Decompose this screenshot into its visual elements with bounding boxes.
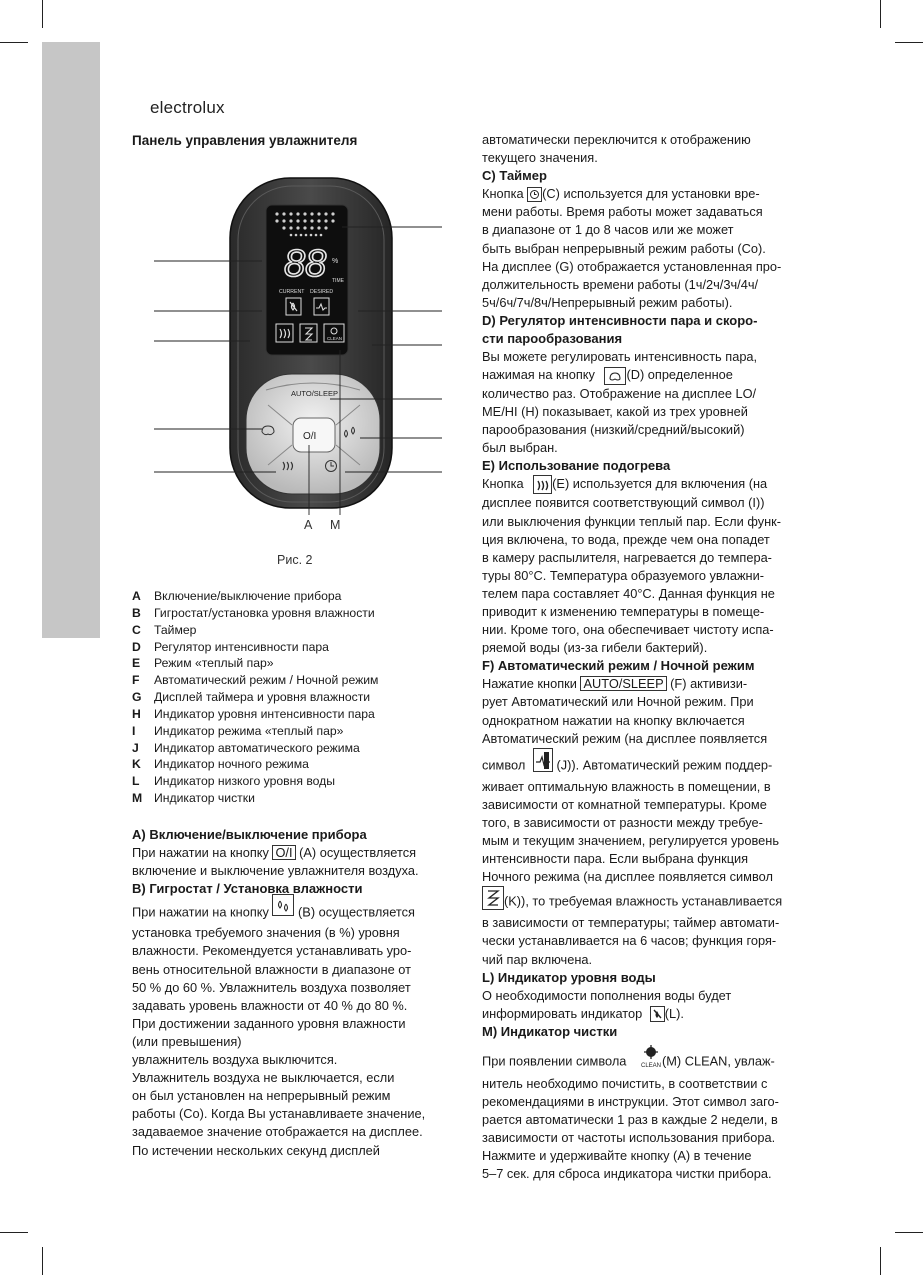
crop-mark bbox=[880, 1247, 881, 1275]
paragraph-line: (или превышения) bbox=[132, 1033, 242, 1049]
paragraph-line: Вы можете регулировать интенсивность пара, bbox=[482, 349, 758, 365]
paragraph-line: нии. Кроме того, она обеспечивает чистоту испа- bbox=[482, 622, 774, 638]
section-l-heading: L) Индикатор уровня воды bbox=[482, 969, 656, 985]
crop-mark bbox=[42, 1247, 43, 1275]
paragraph-line: зависимости от комнатной температуры. Кроме bbox=[482, 796, 767, 812]
paragraph-line: 5ч/6ч/7ч/8ч/Непрерывный режим работы). bbox=[482, 294, 733, 310]
paragraph-line: работы (Co). Когда Вы устанавливаете значение, bbox=[132, 1106, 426, 1122]
paragraph-line: количество раз. Отображение на дисплее LO/ bbox=[482, 385, 757, 401]
paragraph-line: символ (J)). Автоматический режим поддер- bbox=[482, 754, 822, 778]
paragraph-line: вень относительной влажности в диапазоне от bbox=[132, 961, 411, 977]
paragraph-line: ME/HI (H) показывает, какой из трех уровней bbox=[482, 403, 748, 419]
time-label: TIME bbox=[332, 278, 344, 284]
legend-item: H Индикатор уровня интенсивности пара bbox=[132, 706, 375, 721]
paragraph-line: он был установлен на непрерывный режим bbox=[132, 1088, 391, 1104]
svg-text:O/I: O/I bbox=[303, 431, 317, 442]
right-column-text bbox=[482, 131, 822, 1184]
section-b-heading: B) Гигростат / Установка влажности bbox=[132, 881, 363, 897]
legend-item: G Дисплей таймера и уровня влажности bbox=[132, 690, 371, 705]
paragraph-line: установка требуемого значения (в %) уровня bbox=[132, 925, 400, 941]
paragraph-line: чески устанавливается на 6 часов; функция горя- bbox=[482, 933, 777, 949]
paragraph-line: или выключения функции теплый пар. Если функ- bbox=[482, 513, 782, 529]
legend-item: J Индикатор автоматического режима bbox=[132, 740, 360, 755]
brand-name: electrolux bbox=[150, 98, 225, 117]
paragraph-line: Нажатие кнопки AUTO/SLEEP (F) активизи- bbox=[482, 676, 748, 692]
paragraph-line: приводит к изменению температуры в помеще- bbox=[482, 604, 765, 619]
timer-key-icon bbox=[527, 187, 542, 202]
paragraph-line: мым и текущим значением, регулируется уровень bbox=[482, 833, 780, 849]
left-column-text bbox=[132, 826, 462, 1160]
steam-key-icon bbox=[604, 367, 626, 385]
paragraph-line: живает оптимальную влажность в помещении, в bbox=[482, 778, 771, 794]
legend-item: E Режим «теплый пар» bbox=[132, 656, 274, 671]
paragraph-line: При нажатии на кнопку O/I (A) осуществляется bbox=[132, 845, 417, 861]
paragraph-line: По истечении нескольких секунд дисплей bbox=[132, 1142, 380, 1158]
paragraph-line: интенсивности пара. Если выбрана функция bbox=[482, 851, 749, 867]
paragraph-line: Автоматический режим (на дисплее появляется bbox=[482, 730, 768, 746]
power-key-symbol: O/I bbox=[272, 845, 295, 860]
legend-item: I Индикатор режима «теплый пар» bbox=[132, 723, 344, 738]
crop-mark bbox=[0, 1232, 28, 1233]
section-a-heading: A) Включение/выключение прибора bbox=[132, 827, 367, 842]
paragraph-line: информировать индикатор (L). bbox=[482, 1005, 684, 1021]
section-d-heading: сти парообразования bbox=[482, 331, 623, 347]
section-title: Панель управления увлажнителя bbox=[132, 133, 358, 148]
paragraph-line: Увлажнитель воздуха не выключается, если bbox=[132, 1070, 395, 1086]
paragraph-line: влажности. Рекомендуется устанавливать уро- bbox=[132, 943, 412, 959]
paragraph-line: ция включена, то вода, прежде чем она попадет bbox=[482, 531, 770, 547]
paragraph-line: При достижении заданного уровня влажности bbox=[132, 1015, 406, 1031]
paragraph-line: На дисплее (G) отображается установленная про- bbox=[482, 258, 782, 274]
legend-item: D Регулятор интенсивности пара bbox=[132, 639, 329, 654]
figure-label-m: M bbox=[330, 518, 341, 532]
paragraph-line: включение и выключение увлажнителя воздуха. bbox=[132, 863, 419, 879]
paragraph-line: был выбран. bbox=[482, 440, 558, 456]
paragraph-line: 50 % до 60 %. Увлажнитель воздуха позволяет bbox=[132, 979, 411, 995]
paragraph-line: текущего значения. bbox=[482, 150, 598, 166]
paragraph-line: в камеру распылителя, нагревается до темпера- bbox=[482, 549, 772, 565]
paragraph-line: При нажатии на кнопку (B) осуществляется bbox=[132, 902, 462, 924]
paragraph-line: Кнопка (E) используется для включения (на bbox=[482, 475, 822, 494]
water-level-symbol-icon bbox=[650, 1006, 665, 1022]
figure-label-a: A bbox=[304, 518, 313, 532]
paragraph-line: Нажмите и удерживайте кнопку (A) в течение bbox=[482, 1148, 752, 1164]
paragraph-line: О необходимости пополнения воды будет bbox=[482, 987, 732, 1003]
paragraph-line: увлажнитель воздуха выключится. bbox=[132, 1052, 338, 1068]
paragraph-line: дисплее появится соответствующий символ (I)) bbox=[482, 495, 765, 511]
auto-mode-symbol-icon bbox=[533, 748, 553, 772]
paragraph-line: Кнопка (C) используется для установки вре- bbox=[482, 186, 760, 202]
paragraph-line: в зависимости от температуры; таймер автомати- bbox=[482, 915, 780, 931]
section-d-heading: D) Регулятор интенсивности пара и скоро- bbox=[482, 312, 758, 328]
paragraph-line: мени работы. Время работы может задаваться bbox=[482, 204, 763, 220]
paragraph-line: нитель необходимо почистить, в соответствии с bbox=[482, 1075, 768, 1091]
legend-item: A Включение/выключение прибора bbox=[132, 589, 342, 603]
legend-item: L Индикатор низкого уровня воды bbox=[132, 774, 336, 789]
paragraph-line: однократном нажатии на кнопку включается bbox=[482, 712, 745, 728]
humidity-key-icon bbox=[272, 894, 294, 916]
svg-text:CLEAN: CLEAN bbox=[640, 1062, 661, 1069]
paragraph-line: ряемой воды (из-за гибели бактерий). bbox=[482, 640, 708, 656]
paragraph-line: рует Автоматический или Ночной режим. При bbox=[482, 694, 754, 710]
paragraph-line: Ночного режима (на дисплее появляется символ bbox=[482, 869, 773, 885]
section-e-heading: E) Использование подогрева bbox=[482, 458, 671, 474]
section-m-heading: M) Индикатор чистки bbox=[482, 1023, 618, 1039]
paragraph-line: 5–7 сек. для сброса индикатора чистки прибора. bbox=[482, 1166, 772, 1182]
figure-caption: Рис. 2 bbox=[277, 553, 313, 567]
crop-mark bbox=[895, 1232, 923, 1233]
section-c-heading: C) Таймер bbox=[482, 168, 547, 184]
paragraph-line: в диапазоне от 1 до 8 часов или же может bbox=[482, 222, 734, 238]
display-digits: 88 bbox=[284, 243, 327, 285]
paragraph-line: задавать уровень влажности от 40 % до 80 %. bbox=[132, 997, 408, 1013]
paragraph-line: того, в зависимости от разности между требуе- bbox=[482, 814, 763, 830]
svg-text:CLEAN: CLEAN bbox=[327, 336, 343, 341]
paragraph-line: чий пар включена. bbox=[482, 951, 593, 967]
paragraph-line: зависимости от частоты использования прибора. bbox=[482, 1130, 776, 1146]
paragraph-line: туры 80°C. Температура образуемого увлажни- bbox=[482, 567, 765, 583]
paragraph-line: (K)), то требуемая влажность устанавливается bbox=[482, 890, 822, 914]
paragraph-line: парообразования (низкий/средний/высокий) bbox=[482, 422, 745, 438]
paragraph-line: рается автоматически 1 раз в каждые 2 недели, в bbox=[482, 1112, 778, 1128]
paragraph-line: При появлении символа CLEAN (M) CLEAN, увлаж- bbox=[482, 1049, 822, 1075]
auto-sleep-button: AUTO/SLEEP bbox=[291, 389, 338, 398]
legend-item: F Автоматический режим / Ночной режим bbox=[132, 673, 379, 688]
percent-sign: % bbox=[332, 258, 339, 265]
legend-item: K Индикатор ночного режима bbox=[132, 757, 309, 772]
desired-label: DESIRED bbox=[310, 289, 334, 295]
current-label: CURRENT bbox=[279, 289, 305, 295]
legend-item: M Индикатор чистки bbox=[132, 791, 255, 806]
paragraph-line: должительность времени работы (1ч/2ч/3ч/4ч/ bbox=[482, 276, 759, 292]
paragraph-line: нажимая на кнопку (D) определенное bbox=[482, 366, 822, 385]
paragraph-line: рекомендациями в инструкции. Этот символ заго- bbox=[482, 1094, 779, 1110]
warm-steam-key-icon bbox=[533, 475, 552, 494]
section-f-heading: F) Автоматический режим / Ночной режим bbox=[482, 658, 755, 674]
night-mode-symbol-icon bbox=[482, 886, 504, 910]
paragraph-line: быть выбран непрерывный режим работы (Co). bbox=[482, 240, 766, 256]
paragraph-line: задаваемое значение отображается на дисплее. bbox=[132, 1124, 423, 1140]
clean-symbol-icon bbox=[640, 1043, 662, 1069]
legend-item: B Гигростат/установка уровня влажности bbox=[132, 605, 375, 620]
legend-item: C Таймер bbox=[132, 622, 197, 637]
legend-list bbox=[132, 589, 452, 808]
paragraph-line: телем пара составляет 40°C. Данная функция не bbox=[482, 585, 775, 601]
auto-sleep-key-symbol: AUTO/SLEEP bbox=[580, 676, 666, 691]
paragraph-line: автоматически переключится к отображению bbox=[482, 132, 751, 147]
